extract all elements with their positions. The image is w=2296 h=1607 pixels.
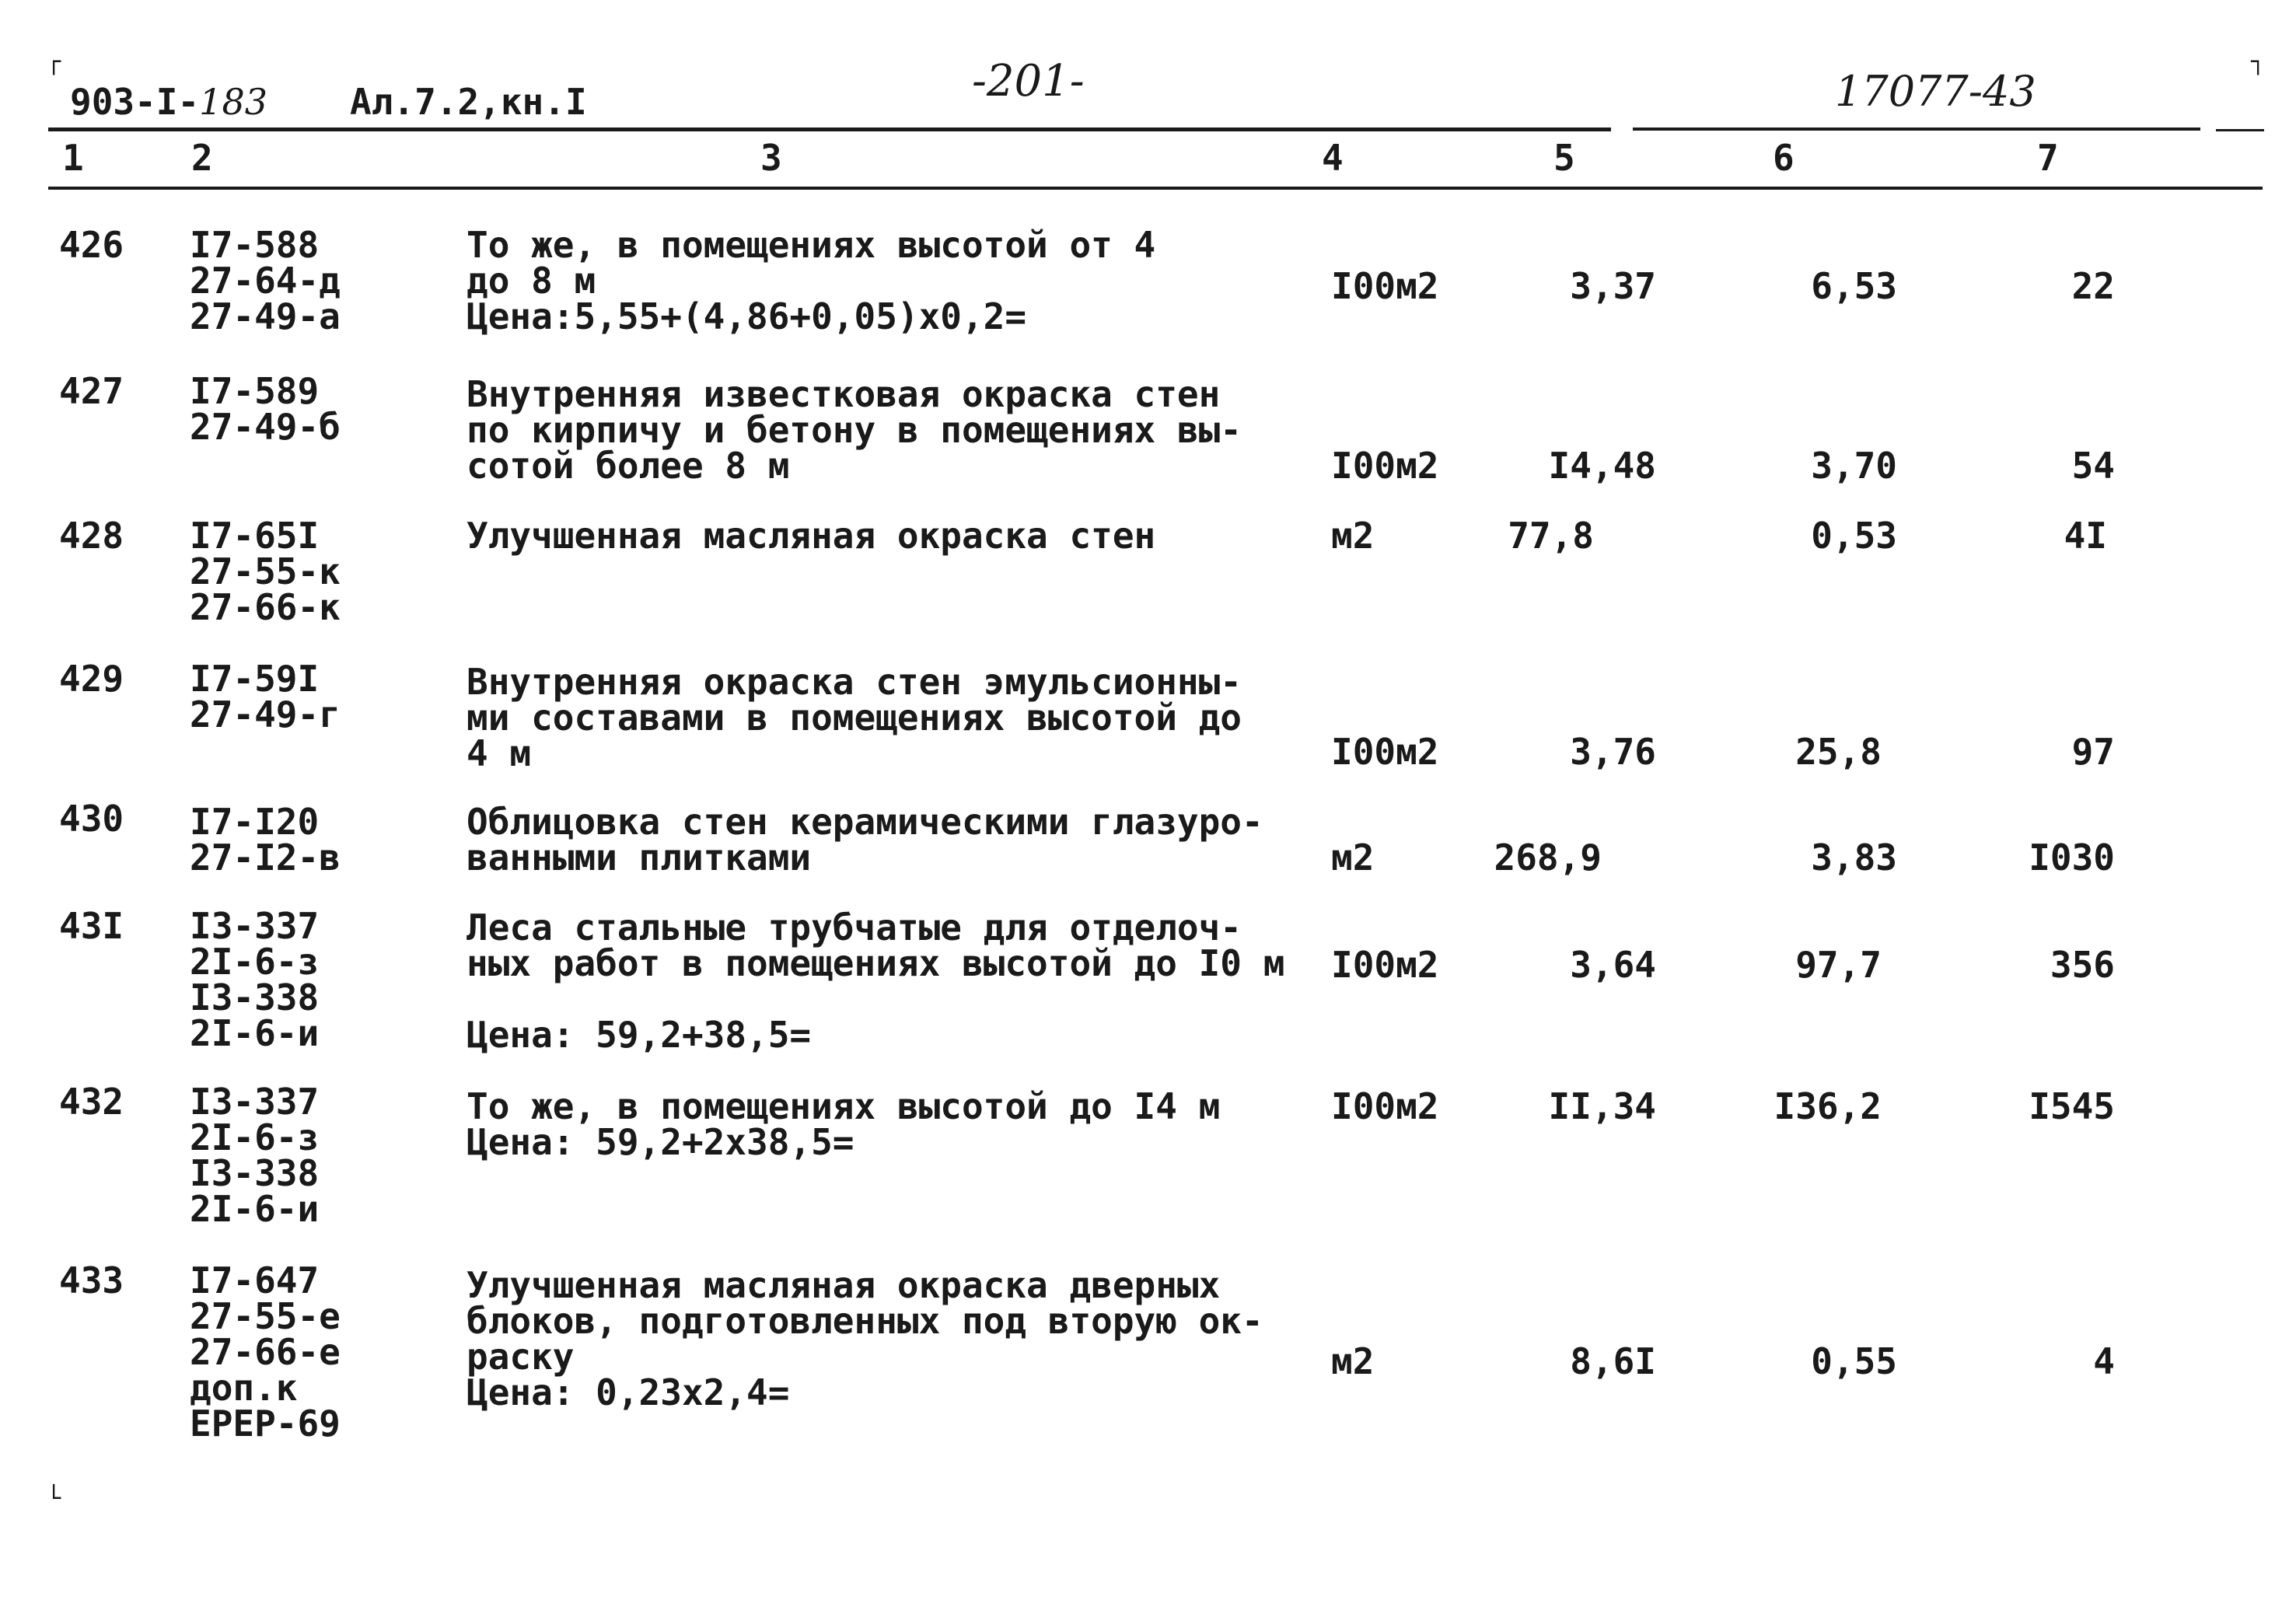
unit-price: 0,53 (1811, 515, 1897, 557)
total-cost: I030 (2029, 837, 2115, 879)
page-number: -201- (972, 56, 1085, 107)
unit-price: 25,8 (1795, 731, 1882, 773)
header-rule-left (48, 128, 1611, 131)
rate-codes: I7-I20 27-I2-в (190, 801, 341, 879)
unit-price: 3,83 (1811, 837, 1897, 879)
row-number: 432 (59, 1081, 124, 1123)
unit: I00м2 (1331, 445, 1439, 487)
row-number: 433 (59, 1259, 124, 1301)
corner-mark-bottom-left: └ (47, 1485, 61, 1512)
total-cost: I545 (2029, 1085, 2115, 1127)
total-cost: 97 (2071, 731, 2115, 773)
unit: I00м2 (1331, 731, 1439, 773)
total-cost: 356 (2050, 944, 2115, 986)
work-description: То же, в помещениях высотой до I4 м Цена: 59,2+2х38,5= (467, 1085, 1221, 1163)
unit: I00м2 (1331, 265, 1439, 307)
col-header-3: 3 (760, 137, 782, 179)
rate-codes: I7-588 27-64-д 27-49-а (190, 224, 341, 337)
total-cost: 4 (2093, 1340, 2115, 1382)
col-header-4: 4 (1322, 137, 1344, 179)
unit: I00м2 (1331, 1085, 1439, 1127)
document-code: 903-I-183 (70, 81, 267, 123)
price-formula: Цена: 59,2+38,5= (467, 1014, 812, 1056)
unit-price: 0,55 (1811, 1340, 1897, 1382)
unit-price: 97,7 (1795, 944, 1882, 986)
quantity: 77,8 (1508, 515, 1594, 557)
quantity: I4,48 (1548, 445, 1656, 487)
total-cost: 54 (2071, 445, 2115, 487)
album-reference: Ал.7.2,кн.I (350, 81, 587, 123)
quantity: II,34 (1548, 1085, 1656, 1127)
work-description: Улучшенная масляная окраска дверных блоков, подготовленных под вторую ок- раску Цена: 0,23х2,4= (467, 1264, 1263, 1413)
col-header-2: 2 (191, 137, 213, 179)
work-description: Облицовка стен керамическими глазуро- ванными плитками (467, 801, 1263, 879)
quantity: 268,9 (1494, 837, 1602, 879)
header-rule-right (1633, 128, 2200, 131)
unit-price: 6,53 (1811, 265, 1897, 307)
rate-codes: I7-65I 27-55-к 27-66-к (190, 515, 341, 628)
row-number: 426 (59, 224, 124, 266)
work-description: То же, в помещениях высотой от 4 до 8 м Цена:5,55+(4,86+0,05)х0,2= (467, 224, 1156, 337)
col-header-7: 7 (2037, 137, 2059, 179)
unit: м2 (1331, 515, 1375, 557)
row-number: 428 (59, 515, 124, 557)
col-header-5: 5 (1553, 137, 1575, 179)
row-number: 43I (59, 905, 124, 947)
rate-codes: I7-59I 27-49-г (190, 658, 341, 735)
row-number: 430 (59, 798, 124, 840)
col-header-6: 6 (1773, 137, 1795, 179)
work-description: Внутренняя окраска стен эмульсионны- ми составами в помещениях высотой до 4 м (467, 661, 1242, 774)
unit: м2 (1331, 1340, 1375, 1382)
col-header-1: 1 (62, 137, 84, 179)
work-description: Улучшенная масляная окраска стен (467, 515, 1156, 557)
rate-codes: I3-337 2I-6-з I3-338 2I-6-и (190, 1081, 320, 1230)
quantity: 3,37 (1570, 265, 1656, 307)
unit-price: 3,70 (1811, 445, 1897, 487)
corner-mark-top-right: ┐ (2251, 48, 2266, 75)
unit: м2 (1331, 837, 1375, 879)
order-number: 17077-43 (1835, 67, 2036, 116)
unit: I00м2 (1331, 944, 1439, 986)
total-cost: 22 (2071, 265, 2115, 307)
total-cost: 4I (2064, 515, 2107, 557)
header-rule-end (2216, 129, 2264, 131)
row-number: 429 (59, 658, 124, 700)
quantity: 3,76 (1570, 731, 1656, 773)
work-description: Внутренняя известковая окраска стен по кирпичу и бетону в помещениях вы- сотой более 8 м (467, 373, 1242, 487)
row-number: 427 (59, 370, 124, 412)
unit-price: I36,2 (1774, 1085, 1882, 1127)
quantity: 8,6I (1570, 1340, 1656, 1382)
rate-codes: I7-589 27-49-б (190, 370, 341, 448)
corner-mark-top-left: ┌ (47, 48, 61, 75)
work-description: Леса стальные трубчатые для отделоч- ных работ в помещениях высотой до I0 м (467, 907, 1285, 984)
column-header-rule (48, 187, 2263, 190)
rate-codes: I3-337 2I-6-з I3-338 2I-6-и (190, 905, 320, 1054)
quantity: 3,64 (1570, 944, 1656, 986)
rate-codes: I7-647 27-55-е 27-66-е доп.к ЕРЕР-69 (190, 1259, 341, 1445)
